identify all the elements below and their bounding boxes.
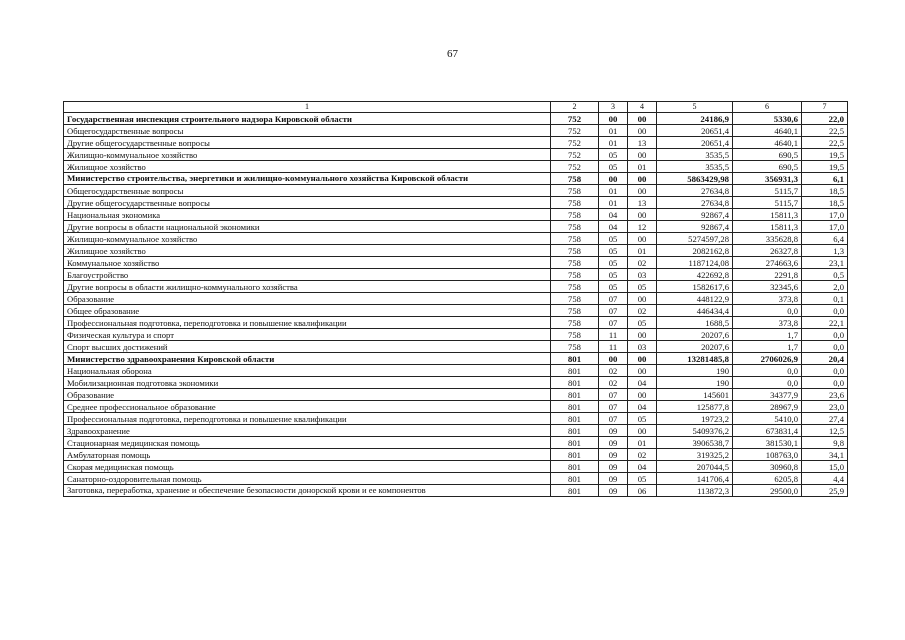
row-code-cell: 801 <box>551 449 599 461</box>
row-code-cell: 801 <box>551 389 599 401</box>
table-row <box>64 317 848 329</box>
row-percent-cell: 19,5 <box>802 149 848 161</box>
row-name-cell: Жилищно-коммунальное хозяйство <box>64 149 551 161</box>
row-plan-cell: 448122,9 <box>657 293 733 305</box>
row-percent-cell: 0,0 <box>802 305 848 317</box>
row-percent-cell: 23,1 <box>802 257 848 269</box>
row-subsection-cell: 00 <box>628 149 657 161</box>
row-name-cell: Другие общегосударственные вопросы <box>64 197 551 209</box>
row-percent-cell: 18,5 <box>802 197 848 209</box>
table-row <box>64 485 848 497</box>
row-code-cell: 758 <box>551 197 599 209</box>
row-percent-cell: 25,9 <box>802 485 848 497</box>
row-code-cell: 752 <box>551 137 599 149</box>
column-number: 2 <box>551 102 599 113</box>
row-subsection-cell: 04 <box>628 401 657 413</box>
row-actual-cell: 373,8 <box>733 293 802 305</box>
row-code-cell: 758 <box>551 269 599 281</box>
row-plan-cell: 3906538,7 <box>657 437 733 449</box>
row-name-cell: Другие вопросы в области жилищно-коммунального хозяйства <box>64 281 551 293</box>
row-percent-cell: 1,3 <box>802 245 848 257</box>
row-percent-cell: 0,0 <box>802 341 848 353</box>
row-subsection-cell: 04 <box>628 377 657 389</box>
row-plan-cell: 24186,9 <box>657 113 733 125</box>
row-code-cell: 801 <box>551 377 599 389</box>
table-row <box>64 305 848 317</box>
row-name-cell: Министерство здравоохранения Кировской области <box>64 353 551 365</box>
row-plan-cell: 145601 <box>657 389 733 401</box>
row-code-cell: 801 <box>551 437 599 449</box>
table-row-organization <box>64 353 848 365</box>
row-subsection-cell: 00 <box>628 185 657 197</box>
row-subsection-cell: 01 <box>628 245 657 257</box>
row-subsection-cell: 05 <box>628 413 657 425</box>
row-plan-cell: 5409376,2 <box>657 425 733 437</box>
row-actual-cell: 0,0 <box>733 365 802 377</box>
row-code-cell: 752 <box>551 113 599 125</box>
row-plan-cell: 3535,5 <box>657 149 733 161</box>
row-subsection-cell: 04 <box>628 461 657 473</box>
row-percent-cell: 0,5 <box>802 269 848 281</box>
row-subsection-cell: 05 <box>628 281 657 293</box>
row-plan-cell: 19723,2 <box>657 413 733 425</box>
row-name-cell: Среднее профессиональное образование <box>64 401 551 413</box>
row-name-cell: Образование <box>64 293 551 305</box>
row-name-cell: Спорт высших достижений <box>64 341 551 353</box>
row-plan-cell: 92867,4 <box>657 209 733 221</box>
table-row <box>64 413 848 425</box>
row-subsection-cell: 00 <box>628 389 657 401</box>
row-code-cell: 758 <box>551 317 599 329</box>
row-percent-cell: 6,1 <box>802 173 848 185</box>
table-row <box>64 197 848 209</box>
row-section-cell: 09 <box>599 437 628 449</box>
row-percent-cell: 22,0 <box>802 113 848 125</box>
row-subsection-cell: 00 <box>628 209 657 221</box>
row-name-cell: Физическая культура и спорт <box>64 329 551 341</box>
row-percent-cell: 18,5 <box>802 185 848 197</box>
row-code-cell: 758 <box>551 281 599 293</box>
row-section-cell: 00 <box>599 113 628 125</box>
table-row <box>64 437 848 449</box>
row-name-cell: Образование <box>64 389 551 401</box>
row-subsection-cell: 13 <box>628 137 657 149</box>
row-actual-cell: 356931,3 <box>733 173 802 185</box>
row-actual-cell: 274663,6 <box>733 257 802 269</box>
row-actual-cell: 34377,9 <box>733 389 802 401</box>
row-percent-cell: 0,1 <box>802 293 848 305</box>
row-subsection-cell: 00 <box>628 233 657 245</box>
row-section-cell: 07 <box>599 305 628 317</box>
row-actual-cell: 0,0 <box>733 305 802 317</box>
row-percent-cell: 23,6 <box>802 389 848 401</box>
row-name-cell: Жилищное хозяйство <box>64 245 551 257</box>
row-plan-cell: 5274597,28 <box>657 233 733 245</box>
table-row <box>64 293 848 305</box>
row-name-cell: Стационарная медицинская помощь <box>64 437 551 449</box>
row-plan-cell: 1688,5 <box>657 317 733 329</box>
row-subsection-cell: 02 <box>628 449 657 461</box>
row-subsection-cell: 00 <box>628 173 657 185</box>
row-subsection-cell: 01 <box>628 437 657 449</box>
budget-table <box>63 101 848 497</box>
table-row <box>64 209 848 221</box>
row-actual-cell: 15811,3 <box>733 209 802 221</box>
row-subsection-cell: 05 <box>628 473 657 485</box>
row-percent-cell: 34,1 <box>802 449 848 461</box>
row-actual-cell: 15811,3 <box>733 221 802 233</box>
row-name-cell: Профессиональная подготовка, переподготовка и повышение квалификации <box>64 413 551 425</box>
column-number: 1 <box>64 102 551 113</box>
row-percent-cell: 20,4 <box>802 353 848 365</box>
row-section-cell: 04 <box>599 209 628 221</box>
row-plan-cell: 207044,5 <box>657 461 733 473</box>
column-number: 5 <box>657 102 733 113</box>
table-row <box>64 365 848 377</box>
row-section-cell: 11 <box>599 329 628 341</box>
row-subsection-cell: 05 <box>628 317 657 329</box>
row-name-cell: Общегосударственные вопросы <box>64 125 551 137</box>
row-section-cell: 09 <box>599 485 628 497</box>
column-number: 3 <box>599 102 628 113</box>
row-percent-cell: 17,0 <box>802 221 848 233</box>
table-row <box>64 449 848 461</box>
row-section-cell: 07 <box>599 413 628 425</box>
row-name-cell: Амбулаторная помощь <box>64 449 551 461</box>
row-subsection-cell: 00 <box>628 293 657 305</box>
row-actual-cell: 108763,0 <box>733 449 802 461</box>
row-section-cell: 07 <box>599 401 628 413</box>
row-name-cell: Другие вопросы в области национальной экономики <box>64 221 551 233</box>
row-code-cell: 801 <box>551 353 599 365</box>
row-percent-cell: 0,0 <box>802 365 848 377</box>
row-plan-cell: 141706,4 <box>657 473 733 485</box>
row-section-cell: 00 <box>599 353 628 365</box>
row-section-cell: 09 <box>599 425 628 437</box>
table-row <box>64 341 848 353</box>
row-subsection-cell: 00 <box>628 425 657 437</box>
row-plan-cell: 446434,4 <box>657 305 733 317</box>
row-plan-cell: 125877,8 <box>657 401 733 413</box>
table-row <box>64 161 848 173</box>
row-plan-cell: 1187124,08 <box>657 257 733 269</box>
row-percent-cell: 0,0 <box>802 377 848 389</box>
row-name-cell: Профессиональная подготовка, переподготовка и повышение квалификации <box>64 317 551 329</box>
row-section-cell: 01 <box>599 185 628 197</box>
row-actual-cell: 335628,8 <box>733 233 802 245</box>
row-section-cell: 09 <box>599 449 628 461</box>
row-percent-cell: 12,5 <box>802 425 848 437</box>
row-section-cell: 09 <box>599 473 628 485</box>
row-plan-cell: 5863429,98 <box>657 173 733 185</box>
row-subsection-cell: 13 <box>628 197 657 209</box>
row-percent-cell: 17,0 <box>802 209 848 221</box>
column-number: 4 <box>628 102 657 113</box>
row-percent-cell: 22,1 <box>802 317 848 329</box>
row-code-cell: 758 <box>551 257 599 269</box>
row-code-cell: 758 <box>551 305 599 317</box>
row-code-cell: 758 <box>551 221 599 233</box>
table-row-organization <box>64 113 848 125</box>
table-row <box>64 245 848 257</box>
row-section-cell: 05 <box>599 281 628 293</box>
table-row <box>64 269 848 281</box>
row-section-cell: 07 <box>599 317 628 329</box>
row-actual-cell: 5410,0 <box>733 413 802 425</box>
row-actual-cell: 32345,6 <box>733 281 802 293</box>
row-code-cell: 758 <box>551 173 599 185</box>
row-section-cell: 05 <box>599 161 628 173</box>
row-section-cell: 02 <box>599 365 628 377</box>
row-percent-cell: 23,0 <box>802 401 848 413</box>
row-section-cell: 05 <box>599 149 628 161</box>
row-plan-cell: 20651,4 <box>657 137 733 149</box>
row-section-cell: 01 <box>599 197 628 209</box>
row-subsection-cell: 12 <box>628 221 657 233</box>
row-plan-cell: 20651,4 <box>657 125 733 137</box>
row-code-cell: 801 <box>551 425 599 437</box>
table-row-organization <box>64 173 848 185</box>
row-actual-cell: 4640,1 <box>733 137 802 149</box>
row-plan-cell: 2082162,8 <box>657 245 733 257</box>
row-section-cell: 05 <box>599 257 628 269</box>
row-name-cell: Национальная экономика <box>64 209 551 221</box>
row-section-cell: 05 <box>599 269 628 281</box>
row-actual-cell: 673831,4 <box>733 425 802 437</box>
table-row <box>64 425 848 437</box>
row-actual-cell: 0,0 <box>733 377 802 389</box>
row-section-cell: 04 <box>599 221 628 233</box>
row-percent-cell: 22,5 <box>802 137 848 149</box>
row-section-cell: 05 <box>599 233 628 245</box>
table-row <box>64 257 848 269</box>
row-section-cell: 11 <box>599 341 628 353</box>
table-row <box>64 461 848 473</box>
row-name-cell: Заготовка, переработка, хранение и обеспечение безопасности донорской крови и ее компонентов <box>64 485 551 497</box>
row-subsection-cell: 02 <box>628 305 657 317</box>
row-plan-cell: 190 <box>657 365 733 377</box>
row-actual-cell: 1,7 <box>733 329 802 341</box>
row-code-cell: 758 <box>551 329 599 341</box>
row-code-cell: 758 <box>551 209 599 221</box>
row-subsection-cell: 03 <box>628 269 657 281</box>
table-row <box>64 401 848 413</box>
row-name-cell: Другие общегосударственные вопросы <box>64 137 551 149</box>
row-subsection-cell: 00 <box>628 353 657 365</box>
row-plan-cell: 27634,8 <box>657 197 733 209</box>
row-percent-cell: 15,0 <box>802 461 848 473</box>
row-section-cell: 00 <box>599 173 628 185</box>
row-subsection-cell: 00 <box>628 125 657 137</box>
row-name-cell: Министерство строительства, энергетики и жилищно-коммунального хозяйства Кировской области <box>64 173 551 185</box>
table-row <box>64 137 848 149</box>
row-actual-cell: 5330,6 <box>733 113 802 125</box>
row-code-cell: 752 <box>551 161 599 173</box>
row-name-cell: Жилищное хозяйство <box>64 161 551 173</box>
row-actual-cell: 381530,1 <box>733 437 802 449</box>
row-percent-cell: 4,4 <box>802 473 848 485</box>
row-actual-cell: 5115,7 <box>733 197 802 209</box>
row-code-cell: 801 <box>551 413 599 425</box>
table-body <box>64 102 848 497</box>
row-percent-cell: 22,5 <box>802 125 848 137</box>
row-actual-cell: 30960,8 <box>733 461 802 473</box>
table-row <box>64 473 848 485</box>
row-subsection-cell: 06 <box>628 485 657 497</box>
row-code-cell: 758 <box>551 293 599 305</box>
table-row <box>64 125 848 137</box>
row-actual-cell: 690,5 <box>733 149 802 161</box>
row-plan-cell: 422692,8 <box>657 269 733 281</box>
row-actual-cell: 28967,9 <box>733 401 802 413</box>
row-code-cell: 801 <box>551 473 599 485</box>
row-section-cell: 09 <box>599 461 628 473</box>
row-subsection-cell: 03 <box>628 341 657 353</box>
row-code-cell: 758 <box>551 245 599 257</box>
row-actual-cell: 6205,8 <box>733 473 802 485</box>
row-code-cell: 752 <box>551 149 599 161</box>
row-plan-cell: 13281485,8 <box>657 353 733 365</box>
row-code-cell: 801 <box>551 485 599 497</box>
row-code-cell: 758 <box>551 233 599 245</box>
row-name-cell: Благоустройство <box>64 269 551 281</box>
row-subsection-cell: 00 <box>628 365 657 377</box>
row-code-cell: 801 <box>551 461 599 473</box>
row-name-cell: Общегосударственные вопросы <box>64 185 551 197</box>
row-name-cell: Общее образование <box>64 305 551 317</box>
row-name-cell: Скорая медицинская помощь <box>64 461 551 473</box>
row-plan-cell: 319325,2 <box>657 449 733 461</box>
row-name-cell: Здравоохранение <box>64 425 551 437</box>
row-actual-cell: 373,8 <box>733 317 802 329</box>
row-section-cell: 01 <box>599 125 628 137</box>
row-plan-cell: 113872,3 <box>657 485 733 497</box>
table-row <box>64 281 848 293</box>
row-actual-cell: 2706026,9 <box>733 353 802 365</box>
row-subsection-cell: 01 <box>628 161 657 173</box>
row-section-cell: 07 <box>599 293 628 305</box>
row-percent-cell: 9,8 <box>802 437 848 449</box>
row-percent-cell: 27,4 <box>802 413 848 425</box>
table-row <box>64 221 848 233</box>
row-code-cell: 758 <box>551 341 599 353</box>
row-percent-cell: 0,0 <box>802 329 848 341</box>
row-section-cell: 02 <box>599 377 628 389</box>
row-percent-cell: 2,0 <box>802 281 848 293</box>
table-row <box>64 329 848 341</box>
table-row <box>64 377 848 389</box>
column-number-row <box>64 102 848 113</box>
row-actual-cell: 5115,7 <box>733 185 802 197</box>
row-actual-cell: 690,5 <box>733 161 802 173</box>
row-actual-cell: 29500,0 <box>733 485 802 497</box>
row-name-cell: Жилищно-коммунальное хозяйство <box>64 233 551 245</box>
row-name-cell: Государственная инспекция строительного надзора Кировской области <box>64 113 551 125</box>
row-name-cell: Национальная оборона <box>64 365 551 377</box>
row-plan-cell: 27634,8 <box>657 185 733 197</box>
row-name-cell: Мобилизационная подготовка экономики <box>64 377 551 389</box>
table-row <box>64 233 848 245</box>
row-plan-cell: 20207,6 <box>657 341 733 353</box>
column-number: 6 <box>733 102 802 113</box>
row-code-cell: 801 <box>551 365 599 377</box>
table-row <box>64 149 848 161</box>
table-row <box>64 185 848 197</box>
table-row <box>64 389 848 401</box>
row-section-cell: 05 <box>599 245 628 257</box>
row-subsection-cell: 02 <box>628 257 657 269</box>
row-actual-cell: 2291,8 <box>733 269 802 281</box>
row-code-cell: 758 <box>551 185 599 197</box>
row-name-cell: Санаторно-оздоровительная помощь <box>64 473 551 485</box>
row-plan-cell: 190 <box>657 377 733 389</box>
row-name-cell: Коммунальное хозяйство <box>64 257 551 269</box>
column-number: 7 <box>802 102 848 113</box>
row-code-cell: 752 <box>551 125 599 137</box>
row-plan-cell: 92867,4 <box>657 221 733 233</box>
row-plan-cell: 3535,5 <box>657 161 733 173</box>
row-subsection-cell: 00 <box>628 329 657 341</box>
row-section-cell: 01 <box>599 137 628 149</box>
row-subsection-cell: 00 <box>628 113 657 125</box>
row-percent-cell: 6,4 <box>802 233 848 245</box>
row-plan-cell: 20207,6 <box>657 329 733 341</box>
row-percent-cell: 19,5 <box>802 161 848 173</box>
row-actual-cell: 26327,8 <box>733 245 802 257</box>
row-section-cell: 07 <box>599 389 628 401</box>
row-plan-cell: 1582617,6 <box>657 281 733 293</box>
page-number: 67 <box>447 48 458 60</box>
row-actual-cell: 1,7 <box>733 341 802 353</box>
row-actual-cell: 4640,1 <box>733 125 802 137</box>
row-code-cell: 801 <box>551 401 599 413</box>
